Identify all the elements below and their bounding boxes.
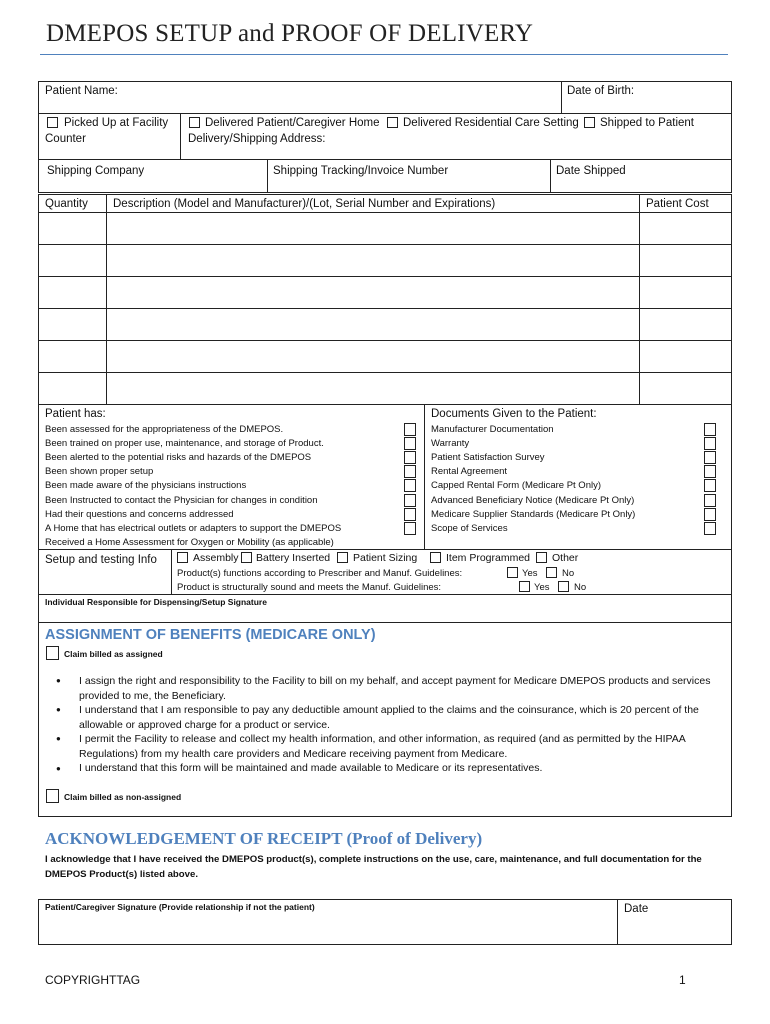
assignment-heading: ASSIGNMENT OF BENEFITS (MEDICARE ONLY) <box>45 627 376 643</box>
assembly-checkbox[interactable] <box>177 552 188 563</box>
other-checkbox[interactable] <box>536 552 547 563</box>
quantity-header: Quantity <box>45 198 88 210</box>
bullet-icon: ● <box>56 676 61 685</box>
claim-assigned-label: Claim billed as assigned <box>64 649 163 659</box>
assignment-bullet: I understand that I am responsible to pay any deductible amount applied to the claims and the coinsurance, which is 20 percent of the allowable or approved charge for a product or service. <box>79 704 699 731</box>
title-divider <box>40 54 728 55</box>
document-checkbox[interactable] <box>704 494 716 507</box>
patient-has-checkbox[interactable] <box>404 451 416 464</box>
item-programmed-label: Item Programmed <box>446 552 531 564</box>
document-item: Capped Rental Form (Medicare Pt Only) <box>431 480 602 491</box>
document-item: Patient Satisfaction Survey <box>431 452 545 463</box>
patient-has-item: Been assessed for the appropriateness of the DMEPOS. <box>45 424 284 435</box>
picked-up-label-cont: Counter <box>45 133 86 145</box>
claim-assigned-checkbox[interactable] <box>46 646 59 660</box>
assignment-bullet: I permit the Facility to release and collect my health information, and other information, as required (and as permitted by the HIPAA Regulations) from my health care providers and Medicare receiving payment from Medicare. <box>79 733 686 760</box>
delivery-address-label: Delivery/Shipping Address: <box>188 133 326 145</box>
document-checkbox[interactable] <box>704 451 716 464</box>
bullet-icon: ● <box>56 734 61 743</box>
signature-date-label: Date <box>624 903 649 915</box>
battery-inserted-label: Battery Inserted <box>256 552 331 564</box>
document-checkbox[interactable] <box>704 522 716 535</box>
sound-no-label: No <box>574 582 587 593</box>
functions-label: Product(s) functions according to Prescriber and Manuf. Guidelines: <box>177 568 463 579</box>
item-programmed-checkbox[interactable] <box>430 552 441 563</box>
document-item: Manufacturer Documentation <box>431 424 554 435</box>
sound-yes-checkbox[interactable] <box>519 581 530 592</box>
document-checkbox[interactable] <box>704 508 716 521</box>
documents-given-label: Documents Given to the Patient: <box>431 408 597 420</box>
shipped-checkbox[interactable] <box>584 117 595 128</box>
functions-yes-label: Yes <box>522 568 538 579</box>
description-header: Description (Model and Manufacturer)/(Lot, Serial Number and Expirations) <box>113 198 496 210</box>
document-item: Scope of Services <box>431 523 508 534</box>
patient-has-label: Patient has: <box>45 408 106 420</box>
page-number: 1 <box>679 973 686 987</box>
document-item: Advanced Beneficiary Notice (Medicare Pt Only) <box>431 495 635 506</box>
bullet-icon: ● <box>56 764 61 773</box>
functions-no-checkbox[interactable] <box>546 567 557 578</box>
patient-has-checkbox[interactable] <box>404 423 416 436</box>
setup-testing-label: Setup and testing Info <box>45 554 157 566</box>
delivered-residential-checkbox[interactable] <box>387 117 398 128</box>
bullet-icon: ● <box>56 705 61 714</box>
patient-has-checkbox[interactable] <box>404 494 416 507</box>
shipping-company-label: Shipping Company <box>47 165 145 177</box>
sound-yes-label: Yes <box>534 582 550 593</box>
copyright-tag: COPYRIGHTTAG <box>45 973 141 987</box>
delivered-home-checkbox[interactable] <box>189 117 200 128</box>
acknowledgement-text: I acknowledge that I have received the DMEPOS product(s), complete instructions on the use, care, maintenance, and full documentation for the DMEPOS Product(s) listed above. <box>45 854 702 880</box>
items-table <box>38 194 732 405</box>
patient-has-checkbox[interactable] <box>404 479 416 492</box>
patient-has-item: Received a Home Assessment for Oxygen or Mobility (as applicable) <box>45 537 334 548</box>
delivered-home-label: Delivered Patient/Caregiver Home <box>205 117 380 129</box>
page-title: DMEPOS SETUP and PROOF OF DELIVERY <box>46 20 534 47</box>
patient-name-label: Patient Name: <box>45 85 118 97</box>
patient-sizing-label: Patient Sizing <box>353 552 418 564</box>
other-label: Other <box>552 552 579 564</box>
assignment-bullet: I understand that this form will be maintained and made available to Medicare or its representatives. <box>79 762 543 774</box>
patient-has-checkbox[interactable] <box>404 437 416 450</box>
shipping-tracking-label: Shipping Tracking/Invoice Number <box>273 165 449 177</box>
patient-has-item: Been Instructed to contact the Physician for changes in condition <box>45 495 318 506</box>
patient-has-checkbox[interactable] <box>404 522 416 535</box>
functions-yes-checkbox[interactable] <box>507 567 518 578</box>
document-item: Rental Agreement <box>431 466 508 477</box>
battery-inserted-checkbox[interactable] <box>241 552 252 563</box>
structurally-sound-label: Product is structurally sound and meets the Manuf. Guidelines: <box>177 582 442 593</box>
patient-has-item: Been shown proper setup <box>45 466 154 477</box>
patient-has-item: Been alerted to the potential risks and hazards of the DMEPOS <box>45 452 312 463</box>
functions-no-label: No <box>562 568 575 579</box>
patient-has-item: Been made aware of the physicians instructions <box>45 480 247 491</box>
shipped-label: Shipped to Patient <box>600 117 694 129</box>
document-checkbox[interactable] <box>704 437 716 450</box>
document-checkbox[interactable] <box>704 479 716 492</box>
patient-cost-header: Patient Cost <box>646 198 709 210</box>
patient-has-checkbox[interactable] <box>404 465 416 478</box>
patient-has-checkbox[interactable] <box>404 508 416 521</box>
patient-sizing-checkbox[interactable] <box>337 552 348 563</box>
dispensing-signature-label: Individual Responsible for Dispensing/Setup Signature <box>45 597 267 607</box>
claim-non-assigned-checkbox[interactable] <box>46 789 59 803</box>
document-item: Medicare Supplier Standards (Medicare Pt Only) <box>431 509 636 520</box>
assembly-label: Assembly <box>193 552 239 564</box>
date-shipped-label: Date Shipped <box>556 165 626 177</box>
picked-up-checkbox[interactable] <box>47 117 58 128</box>
patient-has-item: Had their questions and concerns addressed <box>45 509 234 520</box>
patient-has-item: Been trained on proper use, maintenance, and storage of Product. <box>45 438 324 449</box>
delivered-residential-label: Delivered Residential Care Setting <box>403 117 579 129</box>
document-item: Warranty <box>431 438 470 449</box>
picked-up-label: Picked Up at Facility <box>64 117 169 129</box>
date-of-birth-label: Date of Birth: <box>567 85 635 97</box>
patient-signature-label: Patient/Caregiver Signature (Provide relationship if not the patient) <box>45 902 315 912</box>
document-checkbox[interactable] <box>704 423 716 436</box>
acknowledgement-heading: ACKNOWLEDGEMENT OF RECEIPT (Proof of Delivery) <box>45 829 483 848</box>
patient-has-item: A Home that has electrical outlets or adapters to support the DMEPOS <box>45 523 342 534</box>
sound-no-checkbox[interactable] <box>558 581 569 592</box>
claim-non-assigned-label: Claim billed as non-assigned <box>64 792 182 802</box>
assignment-bullet: I assign the right and responsibility to the Facility to bill on my behalf, and accept payment for Medicare DMEPOS products and services provided to me, the Beneficiary. <box>79 675 711 702</box>
document-checkbox[interactable] <box>704 465 716 478</box>
